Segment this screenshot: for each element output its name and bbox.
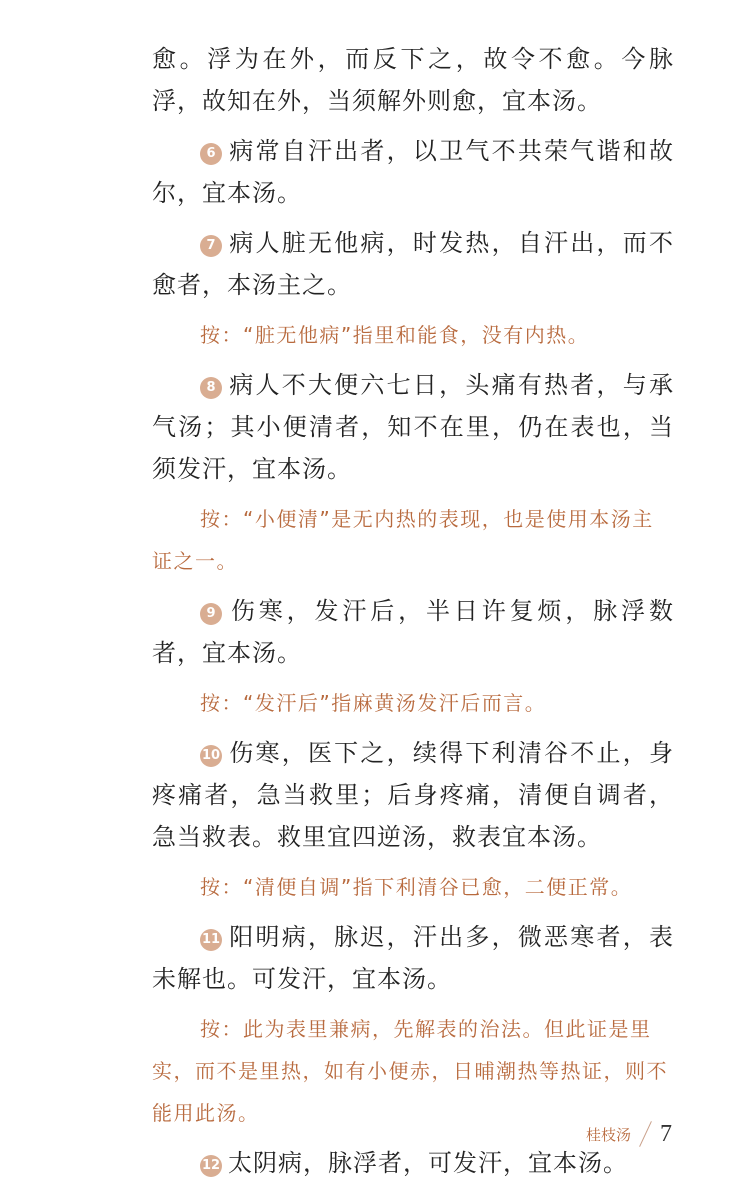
- commentary-note: 按：“发汗后”指麻黄汤发汗后而言。: [200, 691, 547, 715]
- paragraph-text: 病人脏无他病，时发热，自汗出，而不愈者，本汤主之。: [152, 229, 674, 299]
- numbered-paragraph-12: [152, 1142, 674, 1184]
- paragraph-text: 阳明病，脉迟，汗出多，微恶寒者，表未解也。可发汗，宜本汤。: [152, 923, 674, 993]
- page-body: [152, 38, 674, 1192]
- running-section-title: 桂枝汤: [585, 1125, 631, 1144]
- commentary-note: 按：“小便清”是无内热的表现，也是使用本汤主证之一。: [152, 507, 654, 573]
- number-badge-8: 8: [200, 377, 222, 399]
- number-badge-11: 11: [200, 929, 222, 951]
- paragraph-text: 伤寒，医下之，续得下利清谷不止，身疼痛者，急当救里；后身疼痛，清便自调者，急当救表。救里宜四逆汤，救表宜本汤。: [152, 739, 674, 851]
- page-number: 7: [660, 1120, 672, 1147]
- numbered-paragraph-6: [152, 130, 674, 214]
- numbered-paragraph-10: [152, 732, 674, 858]
- numbered-paragraph-11: [152, 916, 674, 1000]
- paragraph-text: 太阴病，脉浮者，可发汗，宜本汤。: [228, 1149, 628, 1177]
- page-footer: [586, 1120, 672, 1148]
- paragraph-text: 伤寒，发汗后，半日许复烦，脉浮数者，宜本汤。: [152, 597, 674, 667]
- commentary-note: 按：此为表里兼病，先解表的治法。但此证是里实，而不是里热，如有小便赤，日晡潮热等热证，则不能用此汤。: [152, 1017, 668, 1125]
- numbered-paragraph-7: [152, 222, 674, 306]
- number-badge-10: 10: [200, 745, 222, 767]
- footer-divider: [639, 1121, 652, 1147]
- number-badge-9: 9: [200, 603, 222, 625]
- paragraph-text: 病常自汗出者，以卫气不共荣气谐和故尔，宜本汤。: [152, 137, 674, 207]
- commentary-note: 按：“清便自调”指下利清谷已愈，二便正常。: [200, 875, 633, 899]
- numbered-paragraph-8: [152, 364, 674, 490]
- number-badge-12: 12: [200, 1155, 222, 1177]
- commentary-note: 按：“脏无他病”指里和能食，没有内热。: [200, 323, 590, 347]
- number-badge-6: 6: [200, 143, 222, 165]
- paragraph-text: 病人不大便六七日，头痛有热者，与承气汤；其小便清者，知不在里，仍在表也，当须发汗，宜本汤。: [152, 371, 674, 483]
- number-badge-7: 7: [200, 235, 222, 257]
- paragraph-continued: [152, 38, 674, 122]
- numbered-paragraph-9: [152, 590, 674, 674]
- paragraph-text: 愈。浮为在外，而反下之，故令不愈。今脉浮，故知在外，当须解外则愈，宜本汤。: [152, 45, 674, 115]
